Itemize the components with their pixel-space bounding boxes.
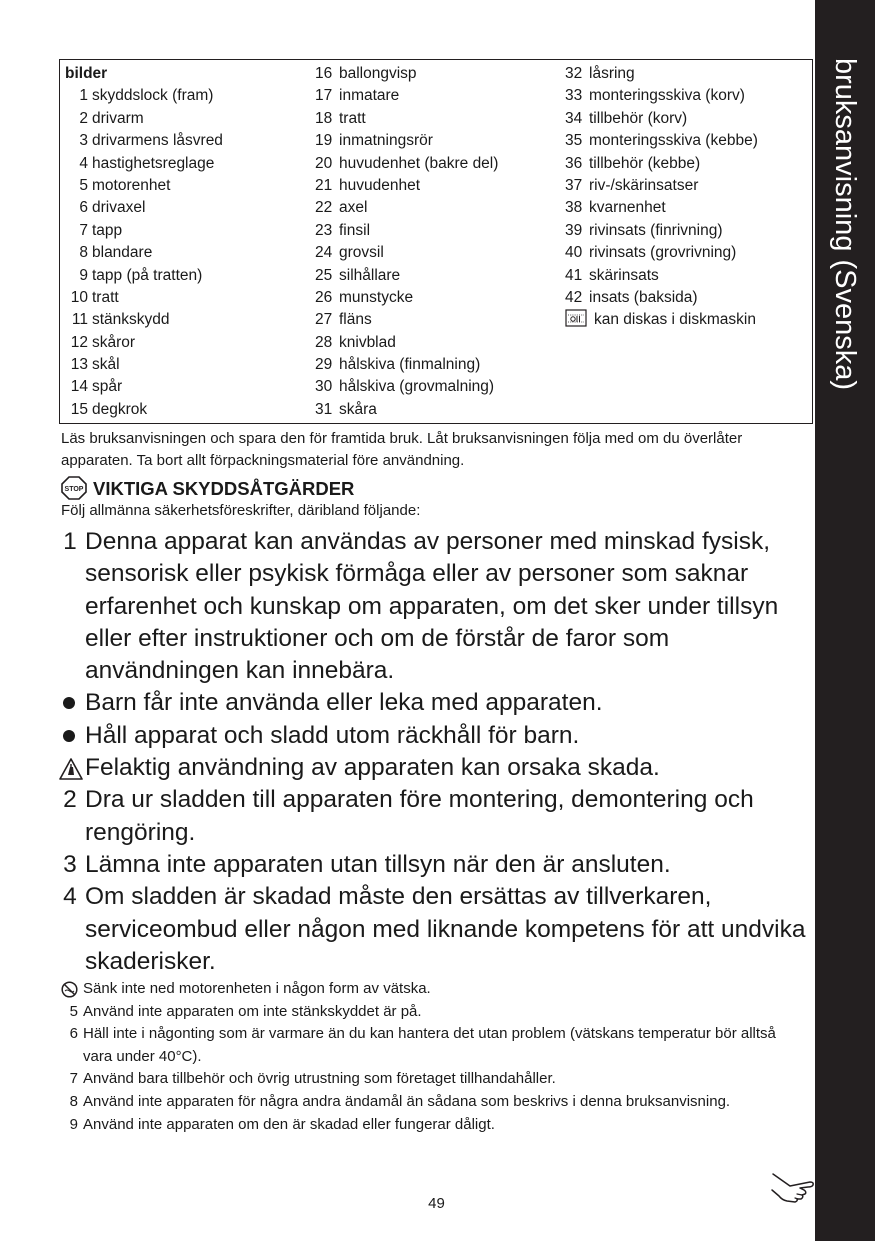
part-item: 34 tillbehör (korv) [565,109,688,127]
dishwasher-safe-icon [565,309,587,327]
safety-item [59,720,811,752]
item-text: Häll inte i någonting som är varmare än du kan hantera det utan problem (vätskans temperatur bör alltså vara under 40°C). [83,1025,776,1065]
part-item: 26 munstycke [315,288,414,306]
svg-text:STOP: STOP [64,486,84,493]
item-number: 7 [69,1070,78,1088]
item-text: Använd inte apparaten om inte stänkskyddet är på. [83,1002,422,1020]
part-item: 37 riv-/skärinsatser [565,176,699,194]
part-item: 17 inmatare [315,87,400,105]
parts-column-1 [65,63,305,421]
part-item: 27 fläns [315,311,372,329]
parts-list-box [59,59,813,424]
part-item: 6 drivaxel [79,199,146,217]
side-tab-title: bruksanvisning (Svenska) [829,58,861,391]
safety-item [59,849,811,881]
part-item: 19 inmatningsrör [315,132,433,150]
part-item: 22 axel [315,199,368,217]
general-safety-text: Följ allmänna säkerhetsföreskrifter, däribland följande: [61,502,421,519]
item-text: Dra ur sladden till apparaten före montering, demontering och rengöring. [85,786,754,846]
item-number: 6 [69,1025,78,1043]
safety-item-small [61,1091,801,1114]
part-item: 33 monteringsskiva (korv) [565,87,745,105]
item-number: 4 [63,883,77,911]
part-item: 21 huvudenhet [315,176,421,194]
part-item: 30 hålskiva (grovmalning) [315,378,495,396]
part-item: 1 skyddslock (fram) [79,87,214,105]
major-safety-list [59,526,811,978]
side-language-tab [815,0,875,1241]
part-item: 31 skåra [315,400,377,418]
part-item: 9 tapp (på tratten) [79,266,203,284]
part-item: 28 knivblad [315,333,396,351]
part-item: 41 skärinsats [565,266,659,284]
item-text: Använd bara tillbehör och övrig utrustning som företaget tillhandahåller. [83,1070,556,1088]
item-text: Barn får inte använda eller leka med apparaten. [85,689,603,717]
safety-item-small [61,1114,801,1137]
part-item: 14 spår [70,378,123,396]
part-item: 13 skål [70,356,120,374]
minor-safety-list [61,978,801,1136]
item-text: Denna apparat kan användas av personer med minskad fysisk, sensorisk eller psykisk förmåga eller av personer som saknar erfarenhet och kunskap om apparaten, om det sker under tillsyn eller efter instruktioner och om de förstår de faror som användningen kan innebära. [85,528,779,685]
item-text: Använd inte apparaten om den är skadad eller fungerar dåligt. [83,1115,495,1133]
part-item: 7 tapp [79,221,123,239]
stop-icon [61,476,87,500]
part-item: 18 tratt [315,109,366,127]
item-text: Sänk inte ned motorenheten i någon form av vätska. [83,980,431,997]
intro-paragraph: Läs bruksanvisningen och spara den för framtida bruk. Låt bruksanvisningen följa med om du överlåter apparaten. Ta bort allt förpackningsmaterial före användning. [61,430,743,469]
part-item: 24 grovsil [315,244,384,262]
pointing-hand-icon [770,1168,816,1204]
part-item: 15 degkrok [70,400,148,418]
item-number: 8 [69,1092,78,1110]
part-item: 11 stänkskydd [71,311,170,329]
parts-heading: bilder [65,65,108,82]
dishwasher-note: kan diskas i diskmaskin [565,309,810,331]
part-item: 2 drivarm [79,109,144,127]
safety-item-small [61,978,801,1001]
part-item: 3 drivarmens låsvred [79,132,223,150]
safety-item [59,526,811,687]
bullet-icon [63,730,75,742]
part-item: 16 ballongvisp [315,65,417,82]
item-text: Felaktig användning av apparaten kan orsaka skada. [85,754,660,782]
item-text: Håll apparat och sladd utom räckhåll för barn. [85,721,580,749]
safety-heading [61,476,354,500]
safety-item-small [61,1023,801,1068]
item-text: Använd inte apparaten för några andra ändamål än sådana som beskrivs i denna bruksanvisning. [83,1092,731,1110]
part-item: 20 huvudenhet (bakre del) [315,154,499,172]
item-number: 5 [69,1002,78,1020]
safety-item [59,784,811,849]
item-number: 1 [63,528,77,555]
item-number: 3 [63,850,77,878]
parts-column-3 [565,63,810,332]
part-item: 35 monteringsskiva (kebbe) [565,132,758,150]
part-item: 39 rivinsats (finrivning) [565,221,723,239]
no-immersion-icon [61,981,78,998]
warning-icon [59,758,83,780]
bullet-icon [63,697,75,709]
part-item: 8 blandare [79,244,153,262]
safety-item [59,881,811,978]
safety-item [59,752,811,784]
page-number: 49 [428,1195,445,1212]
part-item: 25 silhållare [315,266,401,284]
part-item: 40 rivinsats (grovrivning) [565,244,737,262]
part-item: 29 hålskiva (finmalning) [315,356,481,374]
safety-item [59,687,811,719]
part-item: 5 motorenhet [79,176,171,194]
safety-item-small [61,1068,801,1091]
item-number: 2 [63,786,77,814]
part-item: 36 tillbehör (kebbe) [565,154,701,172]
item-number: 9 [69,1115,78,1133]
item-text: Lämna inte apparaten utan tillsyn när den är ansluten. [85,850,671,878]
part-item: 4 hastighetsreglage [79,154,215,172]
part-item: 42 insats (baksida) [565,288,698,306]
part-item: 10 tratt [70,288,119,306]
item-text: Om sladden är skadad måste den ersättas av tillverkaren, serviceombud eller någon med liknande kompetens för att undvika skaderisker. [85,883,806,975]
part-item: 23 finsil [315,221,371,239]
safety-item-small [61,1001,801,1024]
parts-column-2 [315,63,560,421]
part-item: 12 skåror [70,333,136,351]
safety-heading-text: VIKTIGA SKYDDSÅTGÄRDER [93,478,355,499]
part-item: 32 låsring [565,65,635,82]
part-item: 38 kvarnenhet [565,199,666,217]
